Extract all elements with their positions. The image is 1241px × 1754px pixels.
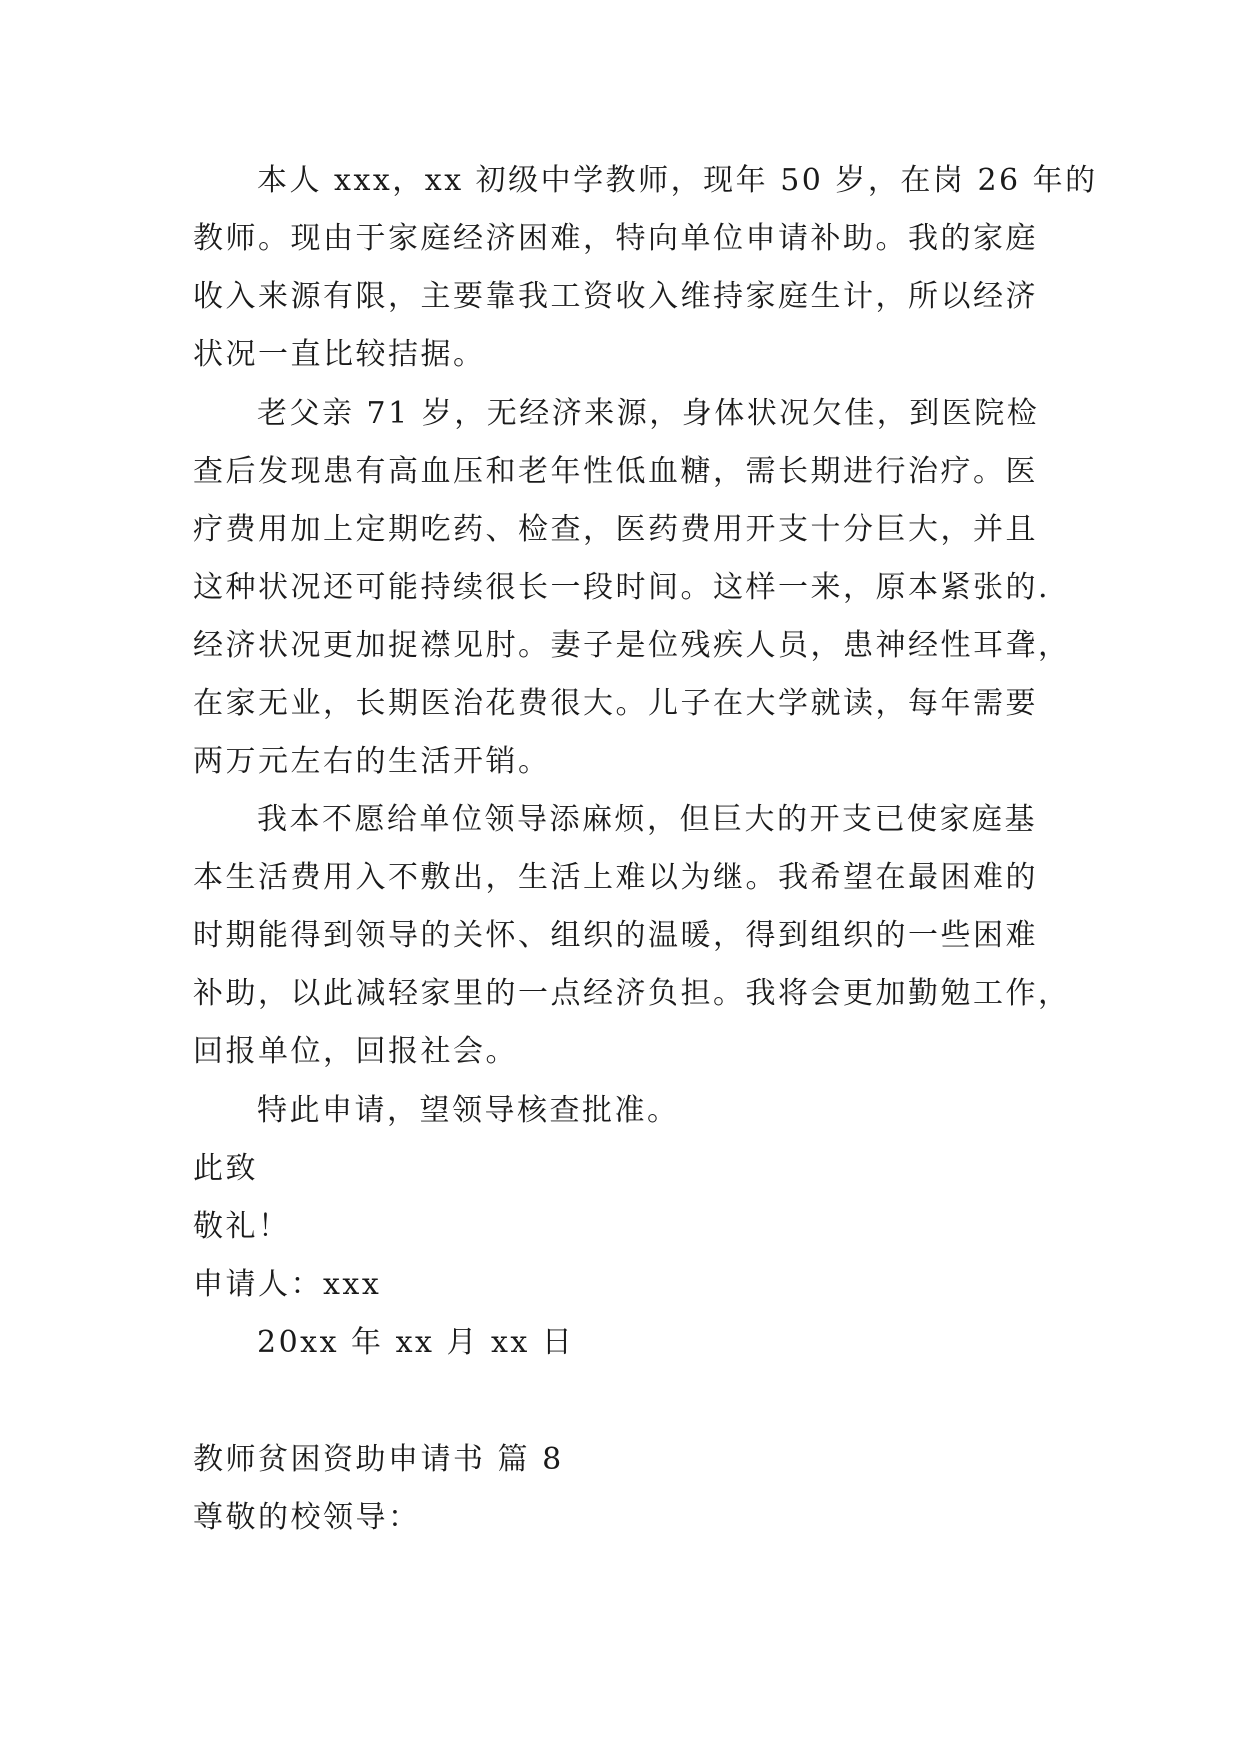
section-title: 教师贫困资助申请书 篇 8 — [193, 1442, 564, 1477]
paragraph-2-line-6: 在家无业，长期医治花费很大。儿子在大学就读，每年需要 — [193, 686, 1038, 721]
paragraph-1-line-3: 收入来源有限，主要靠我工资收入维持家庭生计，所以经济 — [193, 279, 1038, 314]
paragraph-3-line-5: 回报单位，回报社会。 — [193, 1034, 518, 1069]
paragraph-2-line-4: 这种状况还可能持续很长一段时间。这样一来，原本紧张的. — [193, 570, 1051, 605]
paragraph-1-line-4: 状况一直比较拮据。 — [193, 337, 486, 372]
paragraph-3-line-2: 本生活费用入不敷出，生活上难以为继。我希望在最困难的 — [193, 860, 1038, 895]
paragraph-2-line-1: 老父亲 71 岁，无经济来源，身体状况欠佳，到医院检 — [257, 396, 1040, 431]
paragraph-2-line-2: 查后发现患有高血压和老年性低血糖，需长期进行治疗。医 — [193, 454, 1038, 489]
section-greeting: 尊敬的校领导： — [193, 1500, 421, 1535]
paragraph-1-line-1: 本人 xxx，xx 初级中学教师，现年 50 岁，在岗 26 年的 — [257, 163, 1098, 198]
paragraph-2-line-7: 两万元左右的生活开销。 — [193, 744, 551, 779]
paragraph-3-line-1: 我本不愿给单位领导添麻烦，但巨大的开支已使家庭基 — [257, 802, 1037, 837]
closing-salutation-2: 敬礼！ — [193, 1209, 291, 1244]
closing-salutation-1: 此致 — [193, 1151, 258, 1186]
application-date: 20xx 年 xx 月 xx 日 — [257, 1325, 575, 1360]
paragraph-1-line-2: 教师。现由于家庭经济困难，特向单位申请补助。我的家庭 — [193, 221, 1038, 256]
closing-request: 特此申请，望领导核查批准。 — [257, 1093, 680, 1128]
paragraph-3-line-3: 时期能得到领导的关怀、组织的温暖，得到组织的一些困难 — [193, 918, 1038, 953]
paragraph-2-line-5: 经济状况更加捉襟见肘。妻子是位残疾人员，患神经性耳聋， — [193, 628, 1071, 663]
paragraph-2-line-3: 疗费用加上定期吃药、检查，医药费用开支十分巨大，并且 — [193, 512, 1038, 547]
applicant-signature: 申请人：xxx — [193, 1267, 382, 1302]
paragraph-3-line-4: 补助，以此减轻家里的一点经济负担。我将会更加勤勉工作， — [193, 976, 1071, 1011]
